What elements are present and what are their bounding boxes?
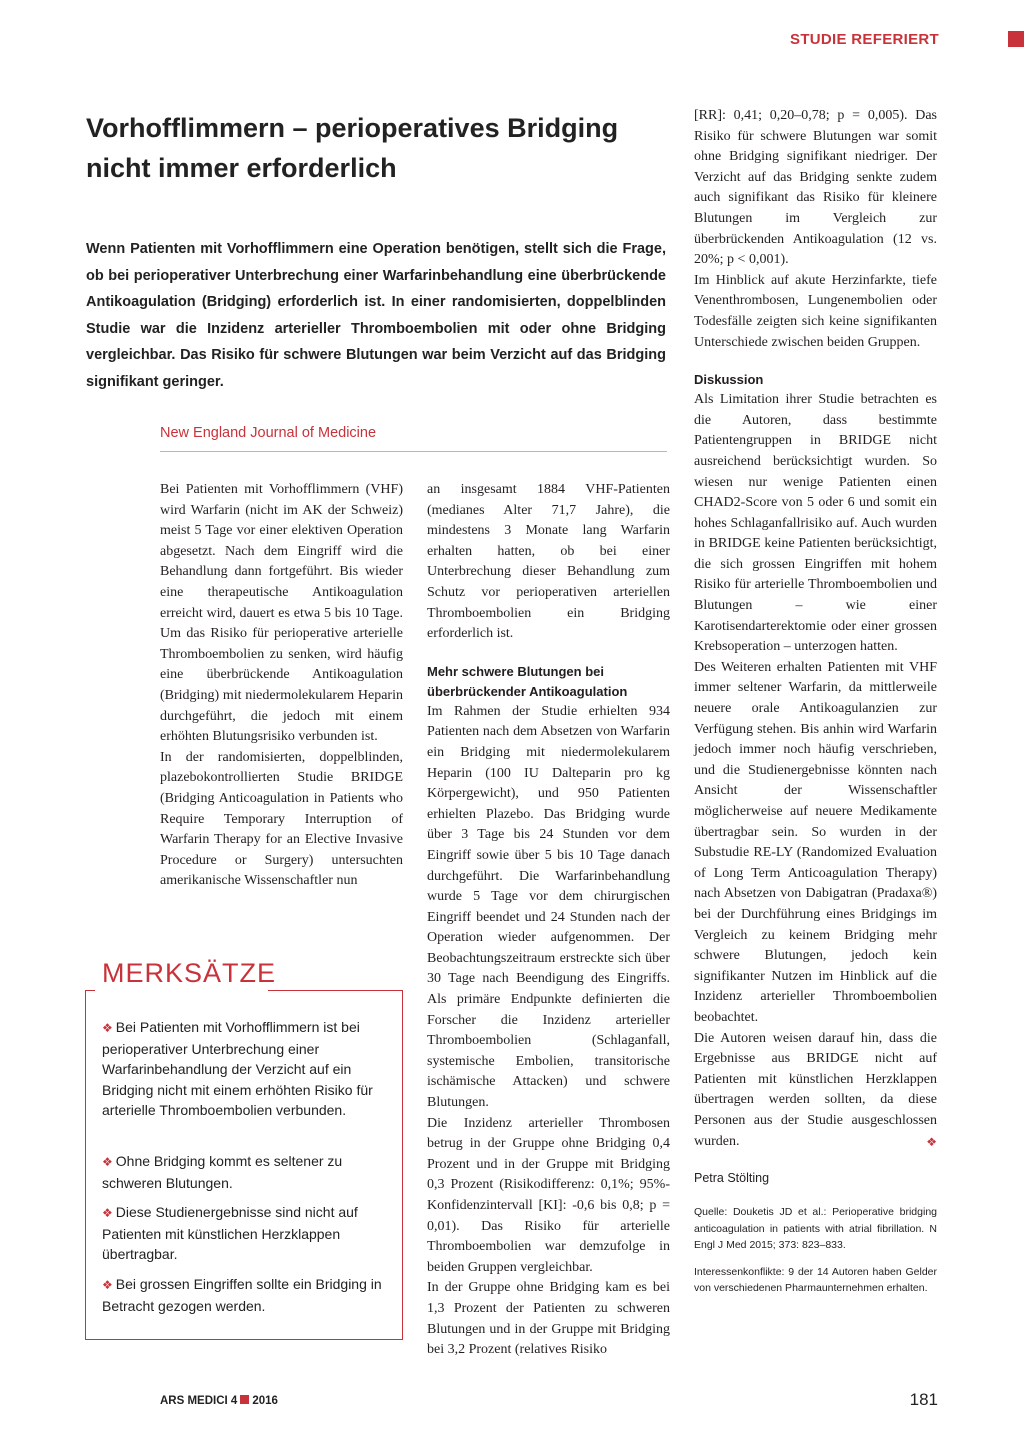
diamond-bullet-icon: ❖ xyxy=(102,1278,113,1292)
journal-divider xyxy=(160,451,667,452)
diamond-bullet-icon: ❖ xyxy=(102,1155,113,1169)
body-text: Die Autoren weisen darauf hin, dass die Ergebnisse aus BRIDGE nicht auf Patienten mit künstlichen Herzklappen übertragen werden sollten, da diese Personen aus der Studie ausgeschlossen wurden. xyxy=(694,1030,937,1149)
spacer xyxy=(694,1152,937,1169)
key-point-item xyxy=(102,1151,392,1193)
key-point-text: Diese Studienergebnisse sind nicht auf Patienten mit künstlichen Herzklappen übertragbar. xyxy=(102,1204,358,1263)
title-line-2: nicht immer erforderlich xyxy=(86,153,397,183)
section-tag: STUDIE REFERIERT xyxy=(790,31,939,48)
key-point-item xyxy=(102,1017,392,1121)
body-paragraph: In der Gruppe ohne Bridging kam es bei 1,3 Prozent der Patienten zu schweren Blutungen und in der Gruppe mit Bridging bei 3,2 Prozent (relatives Risiko xyxy=(427,1280,670,1358)
body-paragraph: Im Rahmen der Studie erhielten 934 Patienten nach dem Absetzen von Warfarin ein Bridging mit niedermolekularem Heparin (100 IU Dalteparin pro kg Körpergewicht), und 950 Patienten erhielten Plazebo. Das Bridging wurde über 3 Tage bis 24 Stunden vor dem Eingriff sowie über 5 bis 10 Tage danach durchgeführt. Die Warfarinbehandlung wurde 5 Tage vor dem chirurgischen Eingriff beendet und 24 Stunden nach der Operation wieder aufgenommen. Der Beobachtungszeitraum erstreckte sich über 30 Tage nach Beendigung des Eingriffs. Als primäre Endpunkte definierten die Forscher die Inzidenz arterieller Thromboembolien (Schlaganfall, systemische Embolien, transitorische ischämische Attacken) und schwere Blutungen. xyxy=(427,703,670,1111)
author-name: Petra Stölting xyxy=(694,1171,770,1186)
spacer xyxy=(694,1187,937,1204)
page-number: 181 xyxy=(909,1390,938,1409)
body-paragraph: an insgesamt 1884 VHF-Patienten (medianes Alter 71,7 Jahre), die mindestens 3 Monate lang Warfarin erhalten hatten, ob bei einer Unterbrechung dieser Behandlung zum Schutz vor perioperativen arteriellen Thromboembolien ein Bridging erforderlich ist. xyxy=(427,482,670,642)
diamond-bullet-icon: ❖ xyxy=(102,1021,113,1035)
body-paragraph: Die Inzidenz arterieller Thrombosen betrug in der Gruppe ohne Bridging 0,4 Prozent und in der Gruppe mit Bridging 0,3 Prozent (Risikodifferenz: 0,1%; 95%-Konfidenzintervall [KI]: -0,6 bis 0,8; p = 0,01). Das Risiko für arterielle Thromboembolien war demzufolge in beiden Gruppen vergleichbar. xyxy=(427,1115,670,1275)
diamond-bullet-icon: ❖ xyxy=(102,1206,113,1220)
column-3 xyxy=(694,106,937,1297)
key-points-title: MERKSÄTZE xyxy=(96,958,282,989)
spacer xyxy=(694,353,937,370)
column-1 xyxy=(160,480,403,892)
conflict-note: Interessenkonflikte: 9 der 14 Autoren haben Gelder von verschiedenen Pharmaunternehmen erhalten. xyxy=(694,1265,937,1295)
body-paragraph xyxy=(694,1029,937,1153)
key-point-text: Bei Patienten mit Vorhofflimmern ist bei perioperativer Unterbrechung einer Warfarinbehandlung der Verzicht auf ein Bridging nicht mit einem erhöhten Risiko für arterielle Thromboembolien verbunden. xyxy=(102,1019,373,1119)
key-point-text: Ohne Bridging kommt es seltener zu schweren Blutungen. xyxy=(102,1153,343,1191)
key-point-text: Bei grossen Eingriffen sollte ein Bridging in Betracht gezogen werden. xyxy=(102,1276,382,1314)
subheading: Mehr schwere Blutungen bei überbrückender Antikoagulation xyxy=(427,663,628,699)
key-points-rule-right xyxy=(268,990,403,991)
body-paragraph: Bei Patienten mit Vorhofflimmern (VHF) wird Warfarin (nicht im AK der Schweiz) meist 5 Tage vor einer elektiven Operation abgesetzt. Nach dem Eingriff wird die Behandlung dann fortgeführt. Bis wieder eine therapeutische Antikoagulation erreicht wird, dauert es etwa 5 bis 10 Tage. Um das Risiko für perioperative arterielle Thromboembolien zu senken, wird häufig eine überbrückende Antikoagulation (Bridging) mit niedermolekularem Heparin durchgeführt, die jedoch mit einem erhöhten Blutungsrisiko verbunden ist. xyxy=(160,482,403,745)
body-paragraph: Als Limitation ihrer Studie betrachten es die Autoren, dass bestimmte Patientengruppen in BRIDGE nicht ausreichend berücksichtigt wurden. So wiesen nur wenige Patienten einen CHAD2-Score von 5 oder 6 und somit ein hohes Schlaganfallrisiko auf. Auch wurden in BRIDGE keine Patienten berücksichtigt, die sich grossen Eingriffen mit hohem Risiko für arterielle Thromboembolien und Blutungen – wie einer Karotisendarterektomie oder einer grossen Krebsoperation – unterzogen hatten. xyxy=(694,392,937,655)
body-paragraph: Im Hinblick auf akute Herzinfarkte, tiefe Venenthrombosen, Lungenembolien oder Todesfälle zeigten sich keine signifikanten Unterschiede zwischen beiden Gruppen. xyxy=(694,272,937,350)
footer-journal xyxy=(160,1395,278,1407)
journal-name: New England Journal of Medicine xyxy=(160,425,377,441)
subheading: Diskussion xyxy=(694,372,764,388)
source-note: Quelle: Douketis JD et al.: Perioperative bridging anticoagulation in patients with atrial fibrillation. N Engl J Med 2015; 373: 823–833. xyxy=(694,1206,937,1252)
body-paragraph: [RR]: 0,41; 0,20–0,78; p = 0,005). Das Risiko für schwere Blutungen war somit ohne Bridging signifikant niedriger. Der Verzicht auf das Bridging senkte zudem auch signifikant das Risiko für kleinere Blutungen im Vergleich zur überbrückenden Antikoagulation (12 vs. 20%; p < 0,001). xyxy=(694,108,937,268)
key-points-rule-left xyxy=(85,990,95,991)
body-paragraph: Des Weiteren erhalten Patienten mit VHF immer seltener Warfarin, da mittlerweile neuere orale Antikoagulanzien zur Verfügung stehen. Bis anhin wird Warfarin jedoch immer noch häufig verschrieben, und die Studienergebnisse könnten nach Ansicht der Wissenschaftler möglicherweise auf neuere Medikamente übertragbar sein. So wurden in der Substudie RE-LY (Randomized Evaluation of Long Term Anticoagulation Therapy) nach Absetzen von Dabigatran (Pradaxa®) bei der Durchführung eines Bridgings im Vergleich zu keinem Bridging mehr schwere Blutungen, jedoch kein signifikanter Nutzen im Hinblick auf die Inzidenz arterieller Thromboembolien beobachtet. xyxy=(694,659,937,1025)
spacer xyxy=(694,1254,937,1264)
key-point-item xyxy=(102,1202,392,1265)
lead-paragraph: Wenn Patienten mit Vorhofflimmern eine Operation benötigen, stellt sich die Frage, ob bei perioperativer Unterbrechung einer Warfarinbehandlung eine überbrückende Antikoagulation (Bridging) erforderlich ist. In einer randomisierten, doppelblinden Studie war die Inzidenz arterieller Thromboembolien mit oder ohne Bridging vergleichbar. Das Risiko für schwere Blutungen war beim Verzicht auf das Bridging signifikant geringer. xyxy=(86,241,666,390)
end-mark-icon: ❖ xyxy=(926,1134,937,1149)
body-paragraph: In der randomisierten, doppelblinden, plazebokontrollierten Studie BRIDGE (Bridging Anticoagulation in Patients who Require Temporary Interruption of Warfarin Therapy for an Elective Invasive Procedure or Surgery) untersuchten amerikanische Wissenschaftler nun xyxy=(160,749,403,889)
column-2 xyxy=(427,480,670,1361)
key-point-item xyxy=(102,1274,392,1316)
article-title xyxy=(86,108,686,188)
footer-square xyxy=(240,1395,249,1404)
footer-year: 2016 xyxy=(252,1395,278,1407)
spacer xyxy=(427,645,670,662)
footer-journal-name: ARS MEDICI 4 xyxy=(160,1395,238,1407)
section-tag-square xyxy=(1008,31,1024,47)
title-line-1: Vorhofflimmern – perioperatives Bridging xyxy=(86,113,619,143)
